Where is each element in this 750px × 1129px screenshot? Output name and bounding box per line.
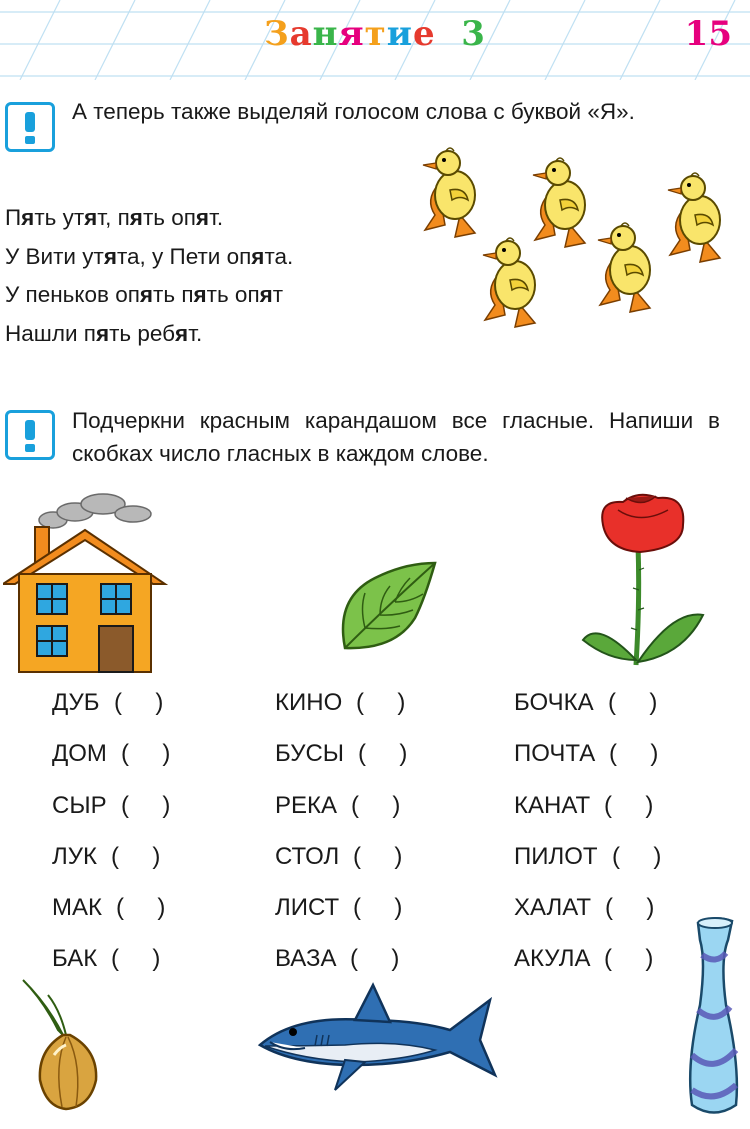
word-text: МАК — [52, 894, 102, 922]
answer-parentheses: ( ) — [121, 791, 171, 819]
word-item — [275, 728, 465, 779]
word-item — [275, 677, 465, 728]
answer-parentheses: ( ) — [608, 689, 658, 716]
poem-line — [5, 238, 293, 277]
poem — [5, 199, 293, 353]
task2-instruction: Подчеркни красным карандашом все гласные. Напиши в скобках число гласных в каждом слове. — [72, 408, 720, 466]
word-text: СЫР — [52, 791, 107, 819]
vase-illustration — [680, 915, 748, 1120]
house-illustration — [3, 492, 168, 677]
answer-parentheses: ( ) — [351, 791, 401, 819]
word-item — [275, 831, 465, 882]
poem-text: У пеньков оп — [5, 282, 140, 307]
word-text: ЛУК — [52, 842, 97, 870]
poem-line — [5, 315, 293, 354]
word-text: РЕКА — [275, 791, 338, 819]
title-letter: 3 — [461, 14, 486, 54]
highlighted-letter: я — [95, 320, 110, 346]
poem-text: ть п — [153, 282, 194, 307]
onion-illustration — [18, 975, 113, 1115]
poem-text: ть оп — [142, 205, 196, 230]
word-text: КИНО — [275, 689, 343, 716]
highlighted-letter: я — [175, 320, 189, 346]
lesson-title — [0, 14, 750, 54]
poem-text: та. — [264, 243, 294, 269]
poem-line — [5, 199, 293, 238]
word-column-1 — [52, 677, 222, 985]
word-item — [275, 933, 465, 984]
poem-text: т, п — [97, 205, 130, 230]
title-letter: т — [364, 14, 387, 54]
answer-parentheses: ( ) — [121, 740, 171, 768]
page-number: 15 — [684, 14, 732, 54]
title-letter: я — [338, 14, 365, 54]
exclamation-icon — [5, 410, 55, 460]
poppy-illustration — [578, 490, 708, 675]
answer-parentheses: ( ) — [111, 945, 161, 973]
answer-parentheses: ( ) — [604, 791, 654, 819]
poem-text: Нашли п — [5, 320, 96, 346]
title-letter: З — [264, 14, 290, 54]
title-letter: а — [289, 14, 313, 54]
word-item — [52, 882, 222, 933]
answer-parentheses: ( ) — [356, 689, 406, 716]
answer-parentheses: ( ) — [605, 894, 655, 922]
word-text: ЛИСТ — [275, 894, 340, 922]
poem-text: т. — [188, 320, 203, 346]
word-text: БОЧКА — [514, 689, 594, 716]
word-text: ХАЛАТ — [514, 894, 592, 922]
highlighted-letter: я — [259, 282, 273, 307]
poem-text: т — [272, 282, 284, 307]
poem-line — [5, 276, 293, 315]
word-item — [52, 780, 222, 831]
word-text: БАК — [52, 945, 98, 973]
word-text: ДОМ — [52, 740, 107, 768]
word-text: ПИЛОТ — [514, 842, 598, 870]
leaf-illustration — [335, 558, 440, 658]
title-letter: и — [386, 14, 413, 54]
poem-text: ть оп — [206, 282, 260, 307]
exclamation-icon — [5, 102, 55, 152]
answer-parentheses: ( ) — [353, 894, 403, 922]
answer-parentheses: ( ) — [116, 894, 166, 922]
word-item — [514, 831, 714, 882]
answer-parentheses: ( ) — [358, 740, 408, 768]
poem-text: та, у Пети оп — [116, 243, 252, 269]
title-letter — [436, 14, 462, 54]
highlighted-letter: я — [84, 205, 98, 230]
answer-parentheses: ( ) — [353, 842, 403, 870]
answer-parentheses: ( ) — [609, 740, 659, 768]
answer-parentheses: ( ) — [612, 842, 662, 870]
highlighted-letter: я — [193, 282, 207, 307]
title-letter: е — [412, 14, 436, 54]
word-item — [52, 831, 222, 882]
word-item — [52, 677, 222, 728]
word-text: ВАЗА — [275, 945, 337, 973]
answer-parentheses: ( ) — [604, 945, 654, 973]
highlighted-letter: я — [21, 205, 35, 230]
task1-instruction: А теперь также выделяй голосом слова с буквой «Я». — [72, 99, 635, 124]
word-column-2 — [275, 677, 465, 985]
highlighted-letter: я — [195, 205, 210, 230]
answer-parentheses: ( ) — [111, 842, 161, 870]
word-text: АКУЛА — [514, 945, 591, 973]
word-item — [275, 780, 465, 831]
highlighted-letter: я — [103, 243, 117, 269]
answer-parentheses: ( ) — [114, 689, 164, 716]
shark-illustration — [255, 980, 500, 1100]
poem-text: У Вити ут — [5, 243, 104, 269]
highlighted-letter: я — [129, 205, 143, 230]
poem-text: ть ут — [34, 205, 85, 230]
word-text: СТОЛ — [275, 842, 340, 870]
word-text: КАНАТ — [514, 791, 591, 819]
word-text: ПОЧТА — [514, 740, 596, 768]
word-text: ДУБ — [52, 689, 100, 716]
poem-text: П — [5, 205, 22, 230]
word-text: БУСЫ — [275, 740, 345, 768]
highlighted-letter: я — [139, 282, 154, 307]
word-item — [52, 728, 222, 779]
answer-parentheses: ( ) — [350, 945, 400, 973]
word-item — [514, 677, 714, 728]
word-item — [514, 728, 714, 779]
word-item — [514, 780, 714, 831]
poem-text: т. — [209, 205, 224, 230]
title-letter: н — [312, 14, 339, 54]
ducklings-illustration — [415, 140, 735, 330]
word-item — [275, 882, 465, 933]
highlighted-letter: я — [251, 243, 265, 269]
poem-text: ть реб — [109, 320, 176, 346]
